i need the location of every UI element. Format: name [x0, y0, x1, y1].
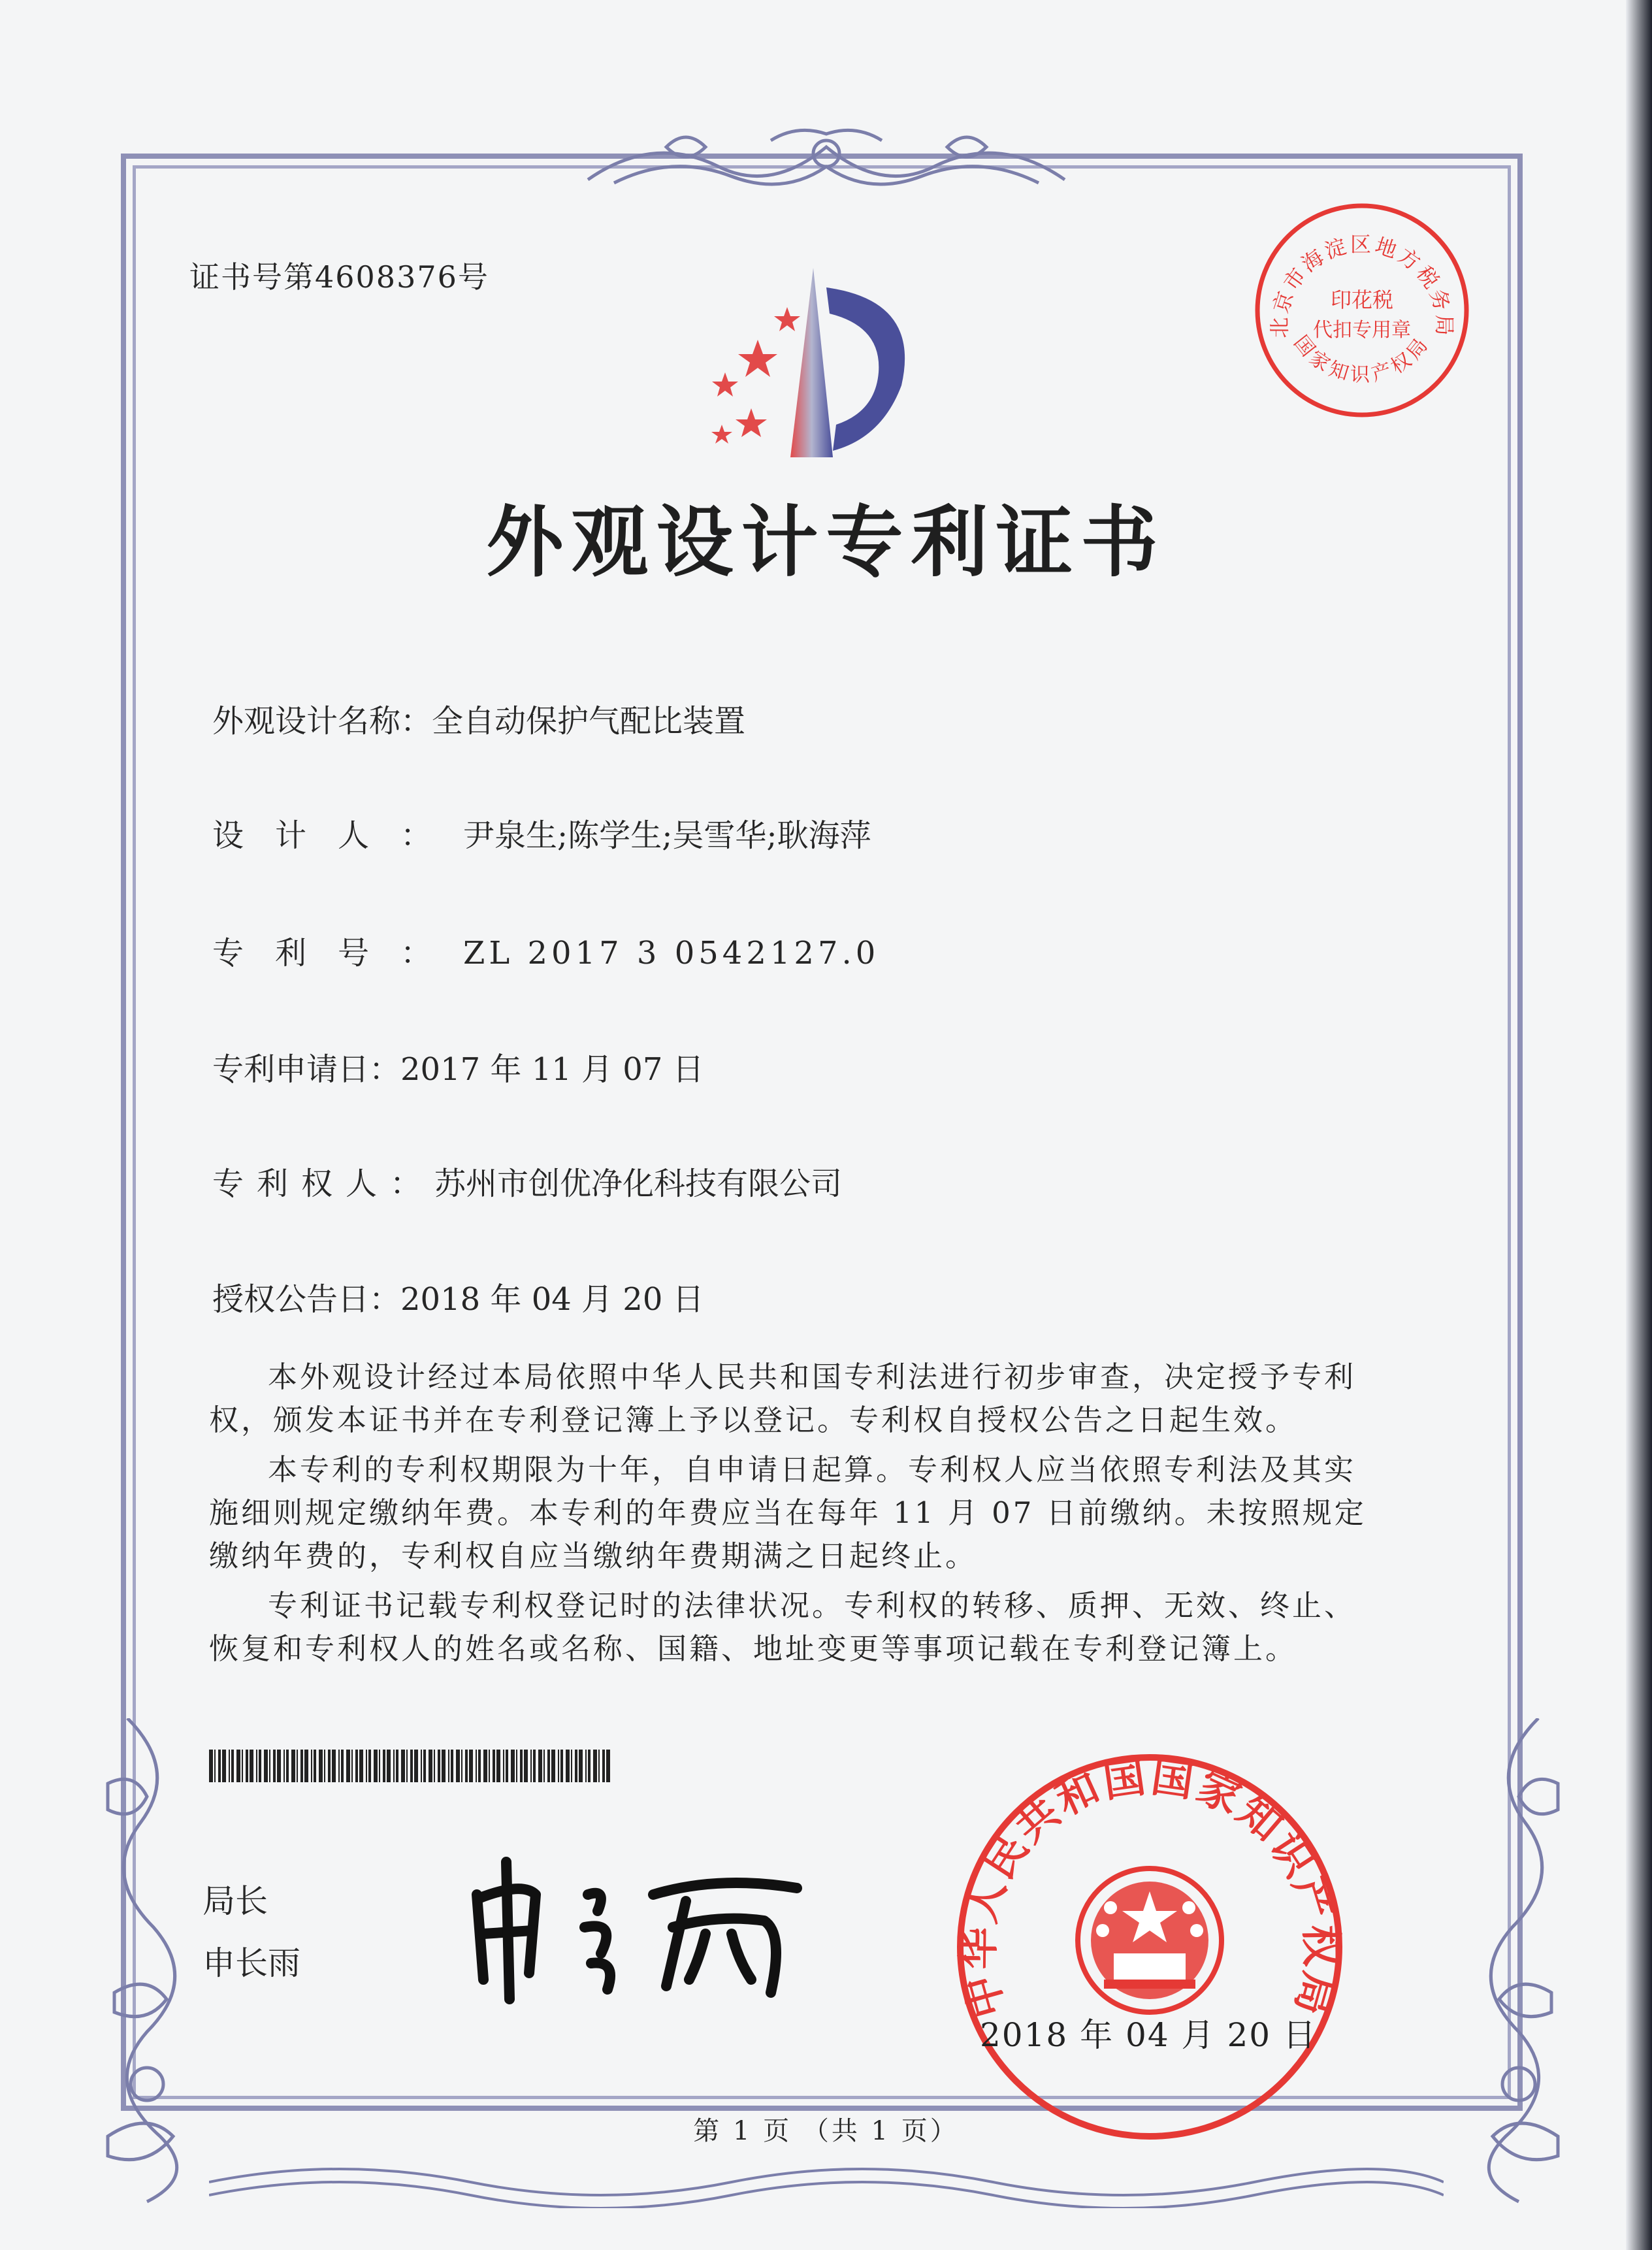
barcode-bar	[438, 1750, 440, 1782]
page-number: 第 1 页 （共 1 页）	[693, 2116, 959, 2146]
barcode-bar	[547, 1750, 550, 1782]
barcode-bar	[451, 1750, 453, 1782]
barcode-bar	[286, 1750, 289, 1782]
field-designers	[212, 810, 871, 855]
field-value: ZL 2017 3 0542127.0	[463, 935, 880, 971]
field-patentee	[212, 1158, 842, 1203]
field-value: 全自动保护气配比装置	[432, 703, 746, 740]
barcode-bar	[476, 1750, 477, 1782]
barcode-bar	[421, 1750, 422, 1782]
field-label: 专利权人：	[212, 1166, 435, 1202]
barcode-bar	[338, 1750, 340, 1782]
top-ornament	[575, 121, 1078, 199]
barcode-bar	[406, 1750, 408, 1782]
barcode-bar	[355, 1750, 358, 1782]
barcode-bar	[319, 1750, 323, 1782]
scan-edge	[1626, 0, 1652, 2250]
barcode-bar	[593, 1750, 597, 1782]
barcode-bar	[606, 1750, 610, 1782]
tax-stamp	[1248, 196, 1476, 425]
barcode-bar	[332, 1750, 336, 1782]
body-paragraph: 本专利的专利权期限为十年，自申请日起算。专利权人应当依照专利法及其实施细则规定缴纳年费。本专利的年费应当在每年 11 月 07 日前缴纳。未按照规定缴纳年费的，专利权自应当缴纳年费期满之日起终止。	[209, 1452, 1367, 1573]
barcode-bar	[579, 1750, 583, 1782]
barcode-bar	[489, 1750, 490, 1782]
field-value: 2018 年 04 月 20 日	[400, 1281, 704, 1318]
field-label: 授权公告日：	[212, 1281, 401, 1318]
cnipa-logo-icon	[686, 261, 934, 483]
director-name: 申长雨	[202, 1944, 300, 1982]
barcode-bar	[493, 1750, 495, 1782]
field-application-date	[212, 1044, 704, 1089]
field-label: 专利号：	[212, 935, 464, 971]
field-design-name	[212, 696, 745, 741]
barcode-bar	[300, 1750, 303, 1782]
barcode-bar	[304, 1750, 308, 1782]
barcode-bar	[214, 1750, 216, 1782]
field-label: 设计人：	[212, 817, 464, 854]
director-title: 局长	[202, 1882, 268, 1920]
barcode-bar	[259, 1750, 261, 1782]
barcode-bar	[379, 1750, 380, 1782]
barcode-bar	[341, 1750, 344, 1782]
barcode-bar	[478, 1750, 481, 1782]
barcode-bar	[533, 1750, 536, 1782]
barcode-bar	[543, 1750, 545, 1782]
barcode-bar	[314, 1750, 316, 1782]
barcode-bar	[560, 1750, 563, 1782]
barcode-bar	[246, 1750, 248, 1782]
barcode-bar	[461, 1750, 462, 1782]
field-value: 2017 年 11 月 07 日	[400, 1051, 704, 1088]
barcode-bar	[585, 1750, 587, 1782]
barcode-bar	[277, 1750, 281, 1782]
barcode-bar	[511, 1750, 515, 1782]
barcode-bar	[551, 1750, 555, 1782]
barcode-bar	[256, 1750, 257, 1782]
bottom-ornament	[209, 2156, 1444, 2208]
certificate-number: 证书号第4608376号	[189, 259, 489, 295]
barcode-bar	[374, 1750, 378, 1782]
barcode-bar	[602, 1750, 605, 1782]
barcode-bar	[598, 1750, 600, 1782]
body-paragraph: 本外观设计经过本局依照中华人民共和国专利法进行初步审查，决定授予专利权，颁发本证书并在专利登记簿上予以登记。专利权自授权公告之日起生效。	[209, 1360, 1357, 1437]
barcode-bar	[269, 1750, 270, 1782]
page-title: 外观设计专利证书	[486, 497, 1166, 587]
field-patent-number	[212, 928, 879, 973]
barcode-bar	[496, 1750, 500, 1782]
barcode-bar	[218, 1750, 221, 1782]
barcode-bar	[242, 1750, 243, 1782]
barcode-bar	[506, 1750, 508, 1782]
field-announcement-date	[212, 1274, 704, 1319]
barcode-bar	[483, 1750, 487, 1782]
barcode-bar	[566, 1750, 570, 1782]
director-signature	[457, 1849, 823, 2006]
field-label: 外观设计名称：	[212, 703, 432, 740]
barcode-bar	[387, 1750, 391, 1782]
barcode-bar	[448, 1750, 449, 1782]
barcode-bar	[465, 1750, 468, 1782]
barcode-bar	[368, 1750, 371, 1782]
barcode-bar	[351, 1750, 353, 1782]
barcode-bar	[359, 1750, 363, 1782]
barcode-bar	[538, 1750, 542, 1782]
field-label: 专利申请日：	[212, 1051, 401, 1088]
barcode-bar	[291, 1750, 295, 1782]
barcode-bar	[516, 1750, 517, 1782]
barcode-bar	[401, 1750, 405, 1782]
barcode-bar	[283, 1750, 285, 1782]
barcode-bar	[442, 1750, 445, 1782]
barcode-bar	[396, 1750, 398, 1782]
barcode-bar	[423, 1750, 426, 1782]
barcode-bar	[575, 1750, 577, 1782]
barcode-bar	[311, 1750, 312, 1782]
national-emblem-icon	[1078, 1868, 1222, 2012]
field-value: 苏州市创优净化科技有限公司	[434, 1166, 843, 1202]
barcode-icon	[209, 1750, 614, 1782]
barcode-bar	[571, 1750, 572, 1782]
barcode-bar	[503, 1750, 504, 1782]
tax-stamp-bottom-text: 国家知识产权局	[1289, 331, 1435, 387]
barcode-bar	[393, 1750, 395, 1782]
barcode-bar	[366, 1750, 367, 1782]
barcode-bar	[524, 1750, 528, 1782]
barcode-bar	[209, 1750, 213, 1782]
office-seal	[947, 1744, 1352, 2149]
barcode-bar	[469, 1750, 473, 1782]
barcode-bar	[328, 1750, 331, 1782]
barcode-bar	[520, 1750, 523, 1782]
barcode-bar	[414, 1750, 418, 1782]
barcode-bar	[229, 1750, 230, 1782]
barcode-bar	[236, 1750, 240, 1782]
barcode-bar	[346, 1750, 350, 1782]
barcode-bar	[456, 1750, 460, 1782]
tax-stamp-line1: 印花税	[1330, 287, 1394, 312]
tax-stamp-outer-text: 北京市海淀区地方税务局	[1267, 231, 1457, 338]
barcode-bar	[383, 1750, 385, 1782]
barcode-bar	[264, 1750, 268, 1782]
field-value: 尹泉生;陈学生;吴雪华;耿海萍	[463, 817, 871, 854]
tax-stamp-line2: 代扣专用章	[1313, 319, 1411, 342]
barcode-bar	[530, 1750, 532, 1782]
office-seal-text: 中华人民共和国国家知识产权局	[954, 1752, 1346, 2023]
barcode-bar	[297, 1750, 298, 1782]
barcode-bar	[410, 1750, 413, 1782]
certificate-body	[209, 1356, 1385, 1677]
barcode-bar	[429, 1750, 432, 1782]
barcode-bar	[273, 1750, 276, 1782]
barcode-bar	[558, 1750, 559, 1782]
barcode-bar	[434, 1750, 435, 1782]
barcode-bar	[588, 1750, 591, 1782]
barcode-bar	[222, 1750, 226, 1782]
barcode-bar	[231, 1750, 234, 1782]
barcode-bar	[324, 1750, 325, 1782]
seal-date: 2018 年 04 月 20 日	[980, 2016, 1317, 2054]
body-paragraph: 专利证书记载专利权登记时的法律状况。专利权的转移、质押、无效、终止、恢复和专利权人的姓名或名称、国籍、地址变更等事项记载在专利登记簿上。	[209, 1588, 1357, 1666]
barcode-bar	[250, 1750, 253, 1782]
